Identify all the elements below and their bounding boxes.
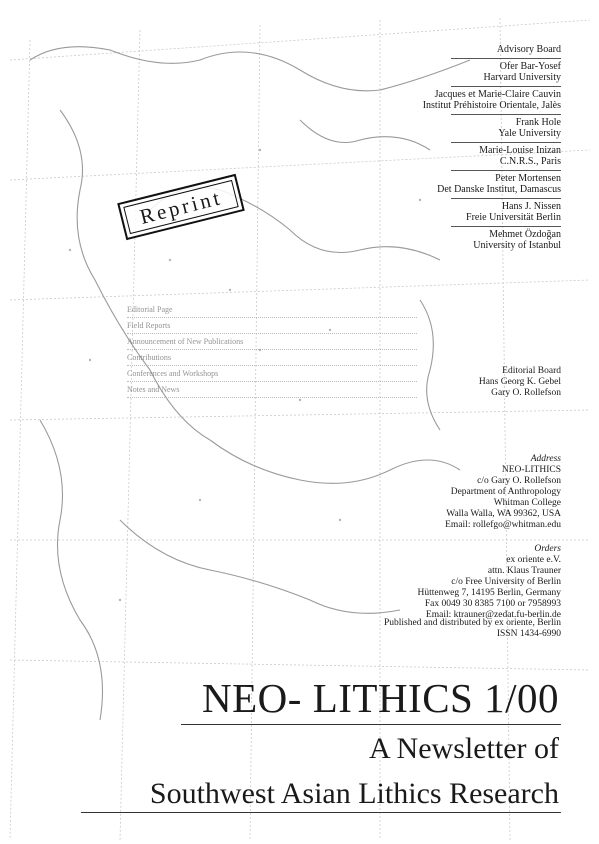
board-member-affiliation: C.N.R.S., Paris (499, 156, 561, 167)
email-address: Email: ktrauner@zedat.fu-berlin.de (425, 610, 561, 620)
board-member-name: Jacques et Marie-Claire Cauvin (434, 89, 561, 100)
divider (451, 58, 561, 59)
orders-block (417, 544, 561, 621)
orders-line: Hüttenweg 7, 14195 Berlin, Germany (417, 588, 561, 598)
address-line: Department of Anthropology (450, 487, 561, 497)
board-member-name: Mehmet Özdoğan (489, 229, 561, 240)
contents-item: Notes and News (127, 385, 417, 398)
publisher-block (384, 618, 561, 640)
divider (451, 226, 561, 227)
newsletter-title: NEO- LITHICS 1/00 (202, 675, 559, 721)
editor-name: Gary O. Rollefson (491, 388, 561, 398)
board-member-name: Hans J. Nissen (501, 201, 561, 212)
reprint-stamp: Reprint (117, 174, 245, 240)
editor-name: Hans Georg K. Gebel (478, 377, 561, 387)
divider (451, 86, 561, 87)
contents-item: Field Reports (127, 321, 417, 334)
issn: ISSN 1434-6990 (496, 629, 561, 639)
contents-item: Contributions (127, 353, 417, 366)
contents-list (127, 305, 417, 401)
advisory-board-heading: Advisory Board (496, 44, 561, 55)
divider (451, 114, 561, 115)
board-member-affiliation: University of Istanbul (473, 240, 561, 251)
subtitle-rule (81, 812, 561, 813)
contents-item: Editorial Page (127, 305, 417, 318)
board-member-affiliation: Det Danske Institut, Damascus (437, 184, 561, 195)
divider (451, 198, 561, 199)
board-member-name: Ofer Bar-Yosef (499, 61, 561, 72)
orders-line: c/o Free University of Berlin (451, 577, 561, 587)
contents-item: Conferences and Workshops (127, 369, 417, 382)
editorial-board-heading: Editorial Board (502, 366, 561, 376)
board-member-affiliation: Harvard University (483, 72, 561, 83)
address-line: Walla Walla, WA 99362, USA (446, 509, 561, 519)
board-member-name: Frank Hole (515, 117, 561, 128)
editorial-board (479, 366, 561, 399)
orders-heading: Orders (534, 544, 561, 554)
address-heading: Address (530, 454, 561, 464)
board-member-affiliation: Institut Préhistoire Orientale, Jalès (422, 100, 561, 111)
orders-line: attn. Klaus Trauner (487, 566, 561, 576)
address-block (445, 454, 561, 531)
email-address: Email: rollefgo@whitman.edu (445, 520, 561, 530)
newsletter-subtitle: Southwest Asian Lithics Research (149, 777, 559, 810)
orders-line: ex oriente e.V. (506, 555, 561, 565)
board-member-affiliation: Freie Universität Berlin (466, 212, 561, 223)
advisory-board (423, 44, 561, 251)
publisher-line: Published and distributed by ex oriente, Berlin (383, 618, 561, 628)
divider (451, 170, 561, 171)
title-rule (181, 724, 561, 725)
board-member-name: Peter Mortensen (495, 173, 561, 184)
newsletter-subtitle: A Newsletter of (369, 732, 559, 765)
contents-item: Announcement of New Publications (127, 337, 417, 350)
address-line: c/o Gary O. Rollefson (477, 476, 561, 486)
divider (451, 142, 561, 143)
address-line: Whitman College (493, 498, 561, 508)
address-line: NEO-LITHICS (501, 465, 561, 475)
board-member-affiliation: Yale University (498, 128, 561, 139)
board-member-name: Marie-Louise Inizan (479, 145, 561, 156)
orders-line: Fax 0049 30 8385 7100 or 7958993 (424, 599, 561, 609)
